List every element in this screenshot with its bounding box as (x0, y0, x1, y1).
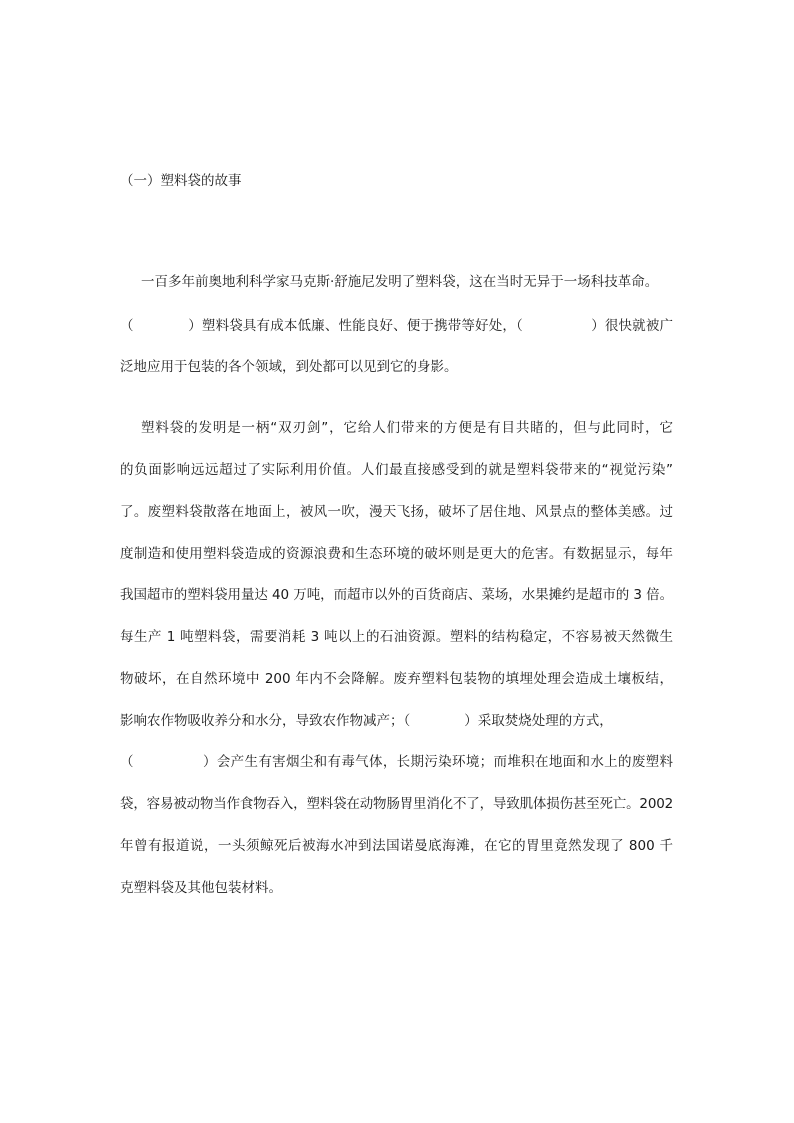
paragraph-1-line-1: 一百多年前奥地利科学家马克斯·舒施尼发明了塑料袋，这在当时无异于一场科技革命。 (141, 274, 659, 290)
section-title: （一）塑料袋的故事 (120, 173, 242, 189)
paragraph-2-line-12: 克塑料袋及其他包装材料。 (120, 880, 282, 896)
paragraph-2-line-11: 年曾有报道说，一头须鲸死后被海水冲到法国诺曼底海滩，在它的胃里竟然发现了 800 千 (120, 838, 673, 854)
paragraph-1-line-2: （ ）塑料袋具有成本低廉、性能良好、便于携带等好处，（ ）很快就被广 (120, 318, 673, 334)
paragraph-2-line-2: 的负面影响远远超过了实际利用价值。人们最直接感受到的就是塑料袋带来的“视觉污染” (120, 462, 673, 478)
paragraph-2-line-10: 袋，容易被动物当作食物吞入，塑料袋在动物肠胃里消化不了，导致肌体损伤甚至死亡。2002 (120, 796, 673, 812)
paragraph-2-line-7: 物破坏，在自然环境中 200 年内不会降解。废弃塑料包装物的填埋处理会造成土壤板结， (120, 671, 673, 687)
paragraph-1-line-3: 泛地应用于包装的各个领域，到处都可以见到它的身影。 (120, 359, 458, 375)
paragraph-2-line-1: 塑料袋的发明是一柄“双刃剑”，它给人们带来的方便是有目共睹的，但与此同时，它 (141, 420, 673, 436)
paragraph-2-line-8: 影响农作物吸收养分和水分，导致农作物减产；（ ）采取焚烧处理的方式， (120, 713, 613, 729)
paragraph-2-line-6: 每生产 1 吨塑料袋，需要消耗 3 吨以上的石油资源。塑料的结构稳定，不容易被天然微生 (120, 629, 673, 645)
paragraph-2-line-3: 了。废塑料袋散落在地面上，被风一吹，漫天飞扬，破坏了居住地、风景点的整体美感。过 (120, 504, 673, 520)
paragraph-2-line-5: 我国超市的塑料袋用量达 40 万吨，而超市以外的百货商店、菜场，水果摊约是超市的 3 倍。 (120, 587, 673, 603)
paragraph-2-line-9: （ ）会产生有害烟尘和有毒气体，长期污染环境；而堆积在地面和水上的废塑料 (120, 754, 673, 770)
paragraph-2-line-4: 度制造和使用塑料袋造成的资源浪费和生态环境的破坏则是更大的危害。有数据显示，每年 (120, 546, 673, 562)
